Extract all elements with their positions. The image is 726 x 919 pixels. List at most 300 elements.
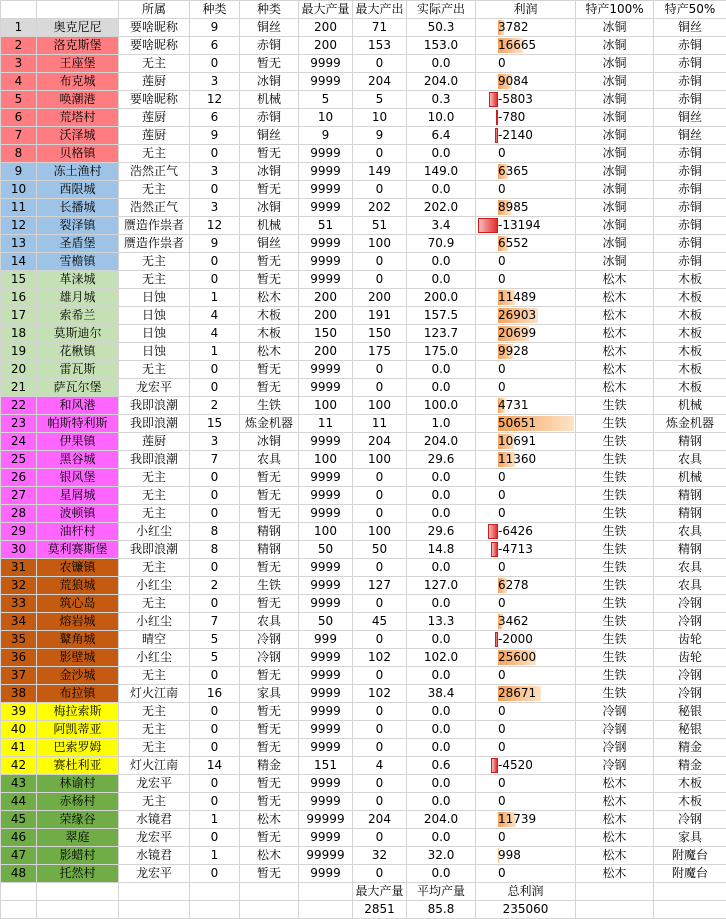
cell-actual-output[interactable]: 0.0 (407, 181, 476, 199)
cell-specialty-50[interactable]: 赤铜 (654, 235, 726, 253)
cell-actual-output[interactable]: 0.0 (407, 487, 476, 505)
cell-index[interactable]: 20 (1, 361, 37, 379)
cell-type[interactable]: 冰铜 (240, 73, 299, 91)
cell-profit[interactable] (476, 541, 576, 559)
cell-actual-output[interactable]: 204.0 (407, 73, 476, 91)
cell-index[interactable]: 45 (1, 811, 37, 829)
cell-type[interactable]: 暂无 (240, 595, 299, 613)
cell-owner[interactable]: 灯火江南 (119, 757, 190, 775)
cell-max-yield[interactable]: 9999 (299, 685, 353, 703)
cell-max-output[interactable]: 0 (353, 361, 407, 379)
cell-type[interactable]: 暂无 (240, 145, 299, 163)
footer-empty-cell[interactable] (240, 883, 299, 901)
cell-index[interactable]: 18 (1, 325, 37, 343)
cell-specialty-100[interactable]: 冷钢 (576, 721, 654, 739)
cell-type[interactable]: 暂无 (240, 703, 299, 721)
cell-specialty-100[interactable]: 生铁 (576, 631, 654, 649)
cell-city-name[interactable]: 贝格镇 (37, 145, 119, 163)
cell-max-output[interactable]: 0 (353, 595, 407, 613)
cell-specialty-50[interactable]: 农具 (654, 451, 726, 469)
cell-max-yield[interactable]: 200 (299, 343, 353, 361)
cell-profit[interactable] (476, 379, 576, 397)
cell-actual-output[interactable]: 100.0 (407, 397, 476, 415)
cell-kinds[interactable]: 7 (190, 451, 240, 469)
cell-owner[interactable]: 小红尘 (119, 613, 190, 631)
cell-profit[interactable] (476, 739, 576, 757)
cell-profit[interactable] (476, 667, 576, 685)
cell-actual-output[interactable]: 0.0 (407, 361, 476, 379)
cell-max-output[interactable]: 71 (353, 19, 407, 37)
cell-type[interactable]: 铜丝 (240, 19, 299, 37)
cell-specialty-50[interactable]: 冷钢 (654, 667, 726, 685)
header-cell-max-output[interactable]: 最大产出 (353, 1, 407, 19)
cell-max-yield[interactable]: 9999 (299, 595, 353, 613)
cell-specialty-50[interactable]: 木板 (654, 307, 726, 325)
cell-max-yield[interactable]: 9999 (299, 703, 353, 721)
cell-kinds[interactable]: 4 (190, 307, 240, 325)
cell-specialty-50[interactable]: 冷钢 (654, 685, 726, 703)
cell-profit[interactable] (476, 271, 576, 289)
cell-owner[interactable]: 无主 (119, 595, 190, 613)
cell-actual-output[interactable]: 0.0 (407, 559, 476, 577)
cell-max-yield[interactable]: 9999 (299, 775, 353, 793)
cell-kinds[interactable]: 0 (190, 793, 240, 811)
cell-city-name[interactable]: 花楸镇 (37, 343, 119, 361)
cell-index[interactable]: 3 (1, 55, 37, 73)
cell-specialty-50[interactable]: 铜丝 (654, 109, 726, 127)
cell-max-yield[interactable]: 100 (299, 397, 353, 415)
cell-index[interactable]: 22 (1, 397, 37, 415)
cell-city-name[interactable]: 巴索罗姆 (37, 739, 119, 757)
cell-kinds[interactable]: 9 (190, 19, 240, 37)
cell-city-name[interactable]: 和风港 (37, 397, 119, 415)
cell-kinds[interactable]: 3 (190, 199, 240, 217)
footer-empty-cell[interactable] (299, 883, 353, 901)
cell-city-name[interactable]: 翠庭 (37, 829, 119, 847)
cell-actual-output[interactable]: 13.3 (407, 613, 476, 631)
cell-city-name[interactable]: 洛克斯堡 (37, 37, 119, 55)
footer-value-avg-yield[interactable]: 85.8 (407, 901, 476, 919)
cell-max-output[interactable]: 204 (353, 811, 407, 829)
cell-specialty-50[interactable]: 附魔台 (654, 865, 726, 883)
cell-actual-output[interactable]: 202.0 (407, 199, 476, 217)
cell-specialty-100[interactable]: 冰铜 (576, 199, 654, 217)
cell-max-yield[interactable]: 50 (299, 613, 353, 631)
footer-empty-cell[interactable] (299, 901, 353, 919)
header-cell-index[interactable] (1, 1, 37, 19)
cell-max-output[interactable]: 100 (353, 451, 407, 469)
cell-owner[interactable]: 龙宏平 (119, 829, 190, 847)
cell-profit[interactable] (476, 649, 576, 667)
cell-profit[interactable] (476, 793, 576, 811)
cell-city-name[interactable]: 西限城 (37, 181, 119, 199)
cell-specialty-100[interactable]: 冰铜 (576, 73, 654, 91)
cell-type[interactable]: 松木 (240, 343, 299, 361)
cell-city-name[interactable]: 伊果镇 (37, 433, 119, 451)
cell-profit[interactable] (476, 361, 576, 379)
cell-owner[interactable]: 晴空 (119, 631, 190, 649)
cell-type[interactable]: 机械 (240, 91, 299, 109)
cell-specialty-100[interactable]: 冰铜 (576, 253, 654, 271)
footer-label-avg-yield[interactable]: 平均产量 (407, 883, 476, 901)
cell-kinds[interactable]: 0 (190, 721, 240, 739)
cell-index[interactable]: 11 (1, 199, 37, 217)
cell-index[interactable]: 8 (1, 145, 37, 163)
cell-max-output[interactable]: 0 (353, 703, 407, 721)
cell-type[interactable]: 冷钢 (240, 649, 299, 667)
cell-max-output[interactable]: 9 (353, 127, 407, 145)
cell-kinds[interactable]: 9 (190, 127, 240, 145)
cell-specialty-100[interactable]: 冰铜 (576, 19, 654, 37)
cell-max-output[interactable]: 10 (353, 109, 407, 127)
cell-type[interactable]: 木板 (240, 307, 299, 325)
cell-city-name[interactable]: 圣盾堡 (37, 235, 119, 253)
cell-kinds[interactable]: 3 (190, 163, 240, 181)
cell-specialty-50[interactable]: 铜丝 (654, 19, 726, 37)
cell-type[interactable]: 暂无 (240, 361, 299, 379)
cell-kinds[interactable]: 0 (190, 145, 240, 163)
cell-index[interactable]: 15 (1, 271, 37, 289)
cell-actual-output[interactable]: 29.6 (407, 523, 476, 541)
cell-actual-output[interactable]: 175.0 (407, 343, 476, 361)
cell-max-output[interactable]: 50 (353, 541, 407, 559)
cell-specialty-100[interactable]: 生铁 (576, 415, 654, 433)
footer-empty-cell[interactable] (119, 901, 190, 919)
cell-max-yield[interactable]: 9999 (299, 271, 353, 289)
cell-type[interactable]: 铜丝 (240, 235, 299, 253)
cell-profit[interactable] (476, 307, 576, 325)
cell-profit[interactable] (476, 595, 576, 613)
cell-kinds[interactable]: 7 (190, 613, 240, 631)
cell-actual-output[interactable]: 0.0 (407, 469, 476, 487)
cell-type[interactable]: 松木 (240, 811, 299, 829)
cell-owner[interactable]: 日蚀 (119, 325, 190, 343)
cell-max-output[interactable]: 204 (353, 73, 407, 91)
cell-max-yield[interactable]: 9 (299, 127, 353, 145)
cell-city-name[interactable]: 荒狼城 (37, 577, 119, 595)
cell-index[interactable]: 38 (1, 685, 37, 703)
cell-index[interactable]: 32 (1, 577, 37, 595)
cell-city-name[interactable]: 帕斯特利斯 (37, 415, 119, 433)
cell-specialty-50[interactable]: 炼金机器 (654, 415, 726, 433)
cell-index[interactable]: 33 (1, 595, 37, 613)
cell-kinds[interactable]: 0 (190, 253, 240, 271)
cell-owner[interactable]: 我即浪潮 (119, 415, 190, 433)
cell-specialty-100[interactable]: 生铁 (576, 433, 654, 451)
cell-city-name[interactable]: 影蜡村 (37, 847, 119, 865)
cell-type[interactable]: 松木 (240, 289, 299, 307)
cell-profit[interactable] (476, 145, 576, 163)
cell-type[interactable]: 暂无 (240, 253, 299, 271)
cell-type[interactable]: 暂无 (240, 181, 299, 199)
cell-max-output[interactable]: 191 (353, 307, 407, 325)
cell-owner[interactable]: 浩然正气 (119, 163, 190, 181)
cell-specialty-50[interactable]: 铜丝 (654, 127, 726, 145)
cell-type[interactable]: 农具 (240, 613, 299, 631)
cell-city-name[interactable]: 农镰镇 (37, 559, 119, 577)
footer-empty-cell[interactable] (1, 901, 37, 919)
cell-owner[interactable]: 无主 (119, 793, 190, 811)
cell-actual-output[interactable]: 0.0 (407, 667, 476, 685)
cell-city-name[interactable]: 赤杨村 (37, 793, 119, 811)
cell-max-output[interactable]: 0 (353, 667, 407, 685)
cell-kinds[interactable]: 16 (190, 685, 240, 703)
cell-actual-output[interactable]: 10.0 (407, 109, 476, 127)
cell-kinds[interactable]: 0 (190, 829, 240, 847)
cell-actual-output[interactable]: 102.0 (407, 649, 476, 667)
cell-index[interactable]: 14 (1, 253, 37, 271)
cell-type[interactable]: 冰铜 (240, 163, 299, 181)
cell-max-output[interactable]: 0 (353, 829, 407, 847)
cell-owner[interactable]: 无主 (119, 181, 190, 199)
cell-owner[interactable]: 要啥昵称 (119, 91, 190, 109)
cell-specialty-50[interactable]: 家具 (654, 829, 726, 847)
cell-index[interactable]: 1 (1, 19, 37, 37)
cell-max-yield[interactable]: 200 (299, 19, 353, 37)
cell-index[interactable]: 41 (1, 739, 37, 757)
cell-city-name[interactable]: 雷瓦斯 (37, 361, 119, 379)
cell-max-yield[interactable]: 9999 (299, 667, 353, 685)
cell-specialty-100[interactable]: 生铁 (576, 667, 654, 685)
cell-type[interactable]: 暂无 (240, 829, 299, 847)
cell-specialty-50[interactable]: 农具 (654, 523, 726, 541)
cell-kinds[interactable]: 14 (190, 757, 240, 775)
cell-specialty-50[interactable]: 机械 (654, 397, 726, 415)
cell-index[interactable]: 28 (1, 505, 37, 523)
cell-kinds[interactable]: 0 (190, 559, 240, 577)
cell-index[interactable]: 47 (1, 847, 37, 865)
cell-max-yield[interactable]: 9999 (299, 505, 353, 523)
cell-type[interactable]: 铜丝 (240, 127, 299, 145)
cell-owner[interactable]: 莲厨 (119, 127, 190, 145)
cell-kinds[interactable]: 0 (190, 505, 240, 523)
cell-kinds[interactable]: 0 (190, 379, 240, 397)
cell-profit[interactable] (476, 343, 576, 361)
cell-specialty-100[interactable]: 冰铜 (576, 217, 654, 235)
cell-owner[interactable]: 无主 (119, 253, 190, 271)
cell-specialty-100[interactable]: 冰铜 (576, 127, 654, 145)
cell-max-yield[interactable]: 100 (299, 451, 353, 469)
cell-actual-output[interactable]: 0.0 (407, 55, 476, 73)
cell-type[interactable]: 农具 (240, 451, 299, 469)
cell-owner[interactable]: 赝造作祟者 (119, 235, 190, 253)
cell-index[interactable]: 21 (1, 379, 37, 397)
cell-city-name[interactable]: 金沙城 (37, 667, 119, 685)
cell-kinds[interactable]: 3 (190, 73, 240, 91)
cell-type[interactable]: 冷钢 (240, 631, 299, 649)
cell-kinds[interactable]: 8 (190, 523, 240, 541)
cell-specialty-50[interactable]: 木板 (654, 325, 726, 343)
cell-type[interactable]: 赤铜 (240, 109, 299, 127)
cell-owner[interactable]: 无主 (119, 271, 190, 289)
cell-max-output[interactable]: 11 (353, 415, 407, 433)
cell-specialty-50[interactable]: 精钢 (654, 487, 726, 505)
cell-type[interactable]: 暂无 (240, 487, 299, 505)
cell-max-yield[interactable]: 9999 (299, 649, 353, 667)
cell-actual-output[interactable]: 127.0 (407, 577, 476, 595)
cell-kinds[interactable]: 1 (190, 847, 240, 865)
cell-city-name[interactable]: 托然村 (37, 865, 119, 883)
cell-city-name[interactable]: 冻土渔村 (37, 163, 119, 181)
cell-kinds[interactable]: 0 (190, 739, 240, 757)
cell-max-yield[interactable]: 9999 (299, 559, 353, 577)
footer-empty-cell[interactable] (576, 883, 654, 901)
cell-index[interactable]: 19 (1, 343, 37, 361)
footer-empty-cell[interactable] (37, 901, 119, 919)
cell-specialty-100[interactable]: 松木 (576, 865, 654, 883)
cell-max-output[interactable]: 0 (353, 145, 407, 163)
cell-actual-output[interactable]: 0.0 (407, 271, 476, 289)
cell-actual-output[interactable]: 157.5 (407, 307, 476, 325)
cell-profit[interactable] (476, 505, 576, 523)
cell-max-output[interactable]: 102 (353, 685, 407, 703)
cell-index[interactable]: 39 (1, 703, 37, 721)
header-cell-type[interactable]: 种类 (240, 1, 299, 19)
cell-city-name[interactable]: 唤潮港 (37, 91, 119, 109)
cell-city-name[interactable]: 雪檐镇 (37, 253, 119, 271)
cell-max-output[interactable]: 100 (353, 235, 407, 253)
cell-type[interactable]: 暂无 (240, 775, 299, 793)
header-cell-actual-output[interactable]: 实际产出 (407, 1, 476, 19)
cell-max-yield[interactable]: 9999 (299, 433, 353, 451)
cell-max-yield[interactable]: 9999 (299, 361, 353, 379)
cell-specialty-50[interactable]: 精金 (654, 739, 726, 757)
cell-city-name[interactable]: 荒塔村 (37, 109, 119, 127)
cell-type[interactable]: 松木 (240, 847, 299, 865)
cell-index[interactable]: 25 (1, 451, 37, 469)
cell-actual-output[interactable]: 0.0 (407, 631, 476, 649)
cell-actual-output[interactable]: 6.4 (407, 127, 476, 145)
footer-empty-cell[interactable] (654, 901, 726, 919)
cell-specialty-50[interactable]: 木板 (654, 379, 726, 397)
cell-owner[interactable]: 无主 (119, 469, 190, 487)
cell-index[interactable]: 12 (1, 217, 37, 235)
header-cell-profit[interactable]: 利润 (476, 1, 576, 19)
cell-owner[interactable]: 无主 (119, 667, 190, 685)
cell-specialty-100[interactable]: 冰铜 (576, 181, 654, 199)
cell-owner[interactable]: 水镜君 (119, 811, 190, 829)
cell-city-name[interactable]: 奥克尼尼 (37, 19, 119, 37)
cell-actual-output[interactable]: 0.0 (407, 829, 476, 847)
cell-city-name[interactable]: 王座堡 (37, 55, 119, 73)
cell-owner[interactable]: 我即浪潮 (119, 541, 190, 559)
cell-specialty-100[interactable]: 冰铜 (576, 91, 654, 109)
cell-max-output[interactable]: 153 (353, 37, 407, 55)
cell-kinds[interactable]: 0 (190, 181, 240, 199)
cell-owner[interactable]: 小红尘 (119, 577, 190, 595)
cell-kinds[interactable]: 1 (190, 289, 240, 307)
cell-actual-output[interactable]: 204.0 (407, 433, 476, 451)
cell-actual-output[interactable]: 1.0 (407, 415, 476, 433)
cell-profit[interactable] (476, 523, 576, 541)
cell-city-name[interactable]: 鼙角城 (37, 631, 119, 649)
cell-type[interactable]: 炼金机器 (240, 415, 299, 433)
cell-city-name[interactable]: 筑心岛 (37, 595, 119, 613)
cell-specialty-50[interactable]: 木板 (654, 775, 726, 793)
cell-max-yield[interactable]: 9999 (299, 55, 353, 73)
cell-specialty-100[interactable]: 松木 (576, 775, 654, 793)
cell-specialty-50[interactable]: 赤铜 (654, 199, 726, 217)
cell-max-yield[interactable]: 11 (299, 415, 353, 433)
cell-profit[interactable] (476, 73, 576, 91)
cell-max-output[interactable]: 150 (353, 325, 407, 343)
cell-max-yield[interactable]: 9999 (299, 577, 353, 595)
cell-specialty-100[interactable]: 冰铜 (576, 109, 654, 127)
header-cell-max-yield[interactable]: 最大产量 (299, 1, 353, 19)
cell-city-name[interactable]: 索希兰 (37, 307, 119, 325)
cell-kinds[interactable]: 0 (190, 469, 240, 487)
cell-index[interactable]: 37 (1, 667, 37, 685)
cell-owner[interactable]: 无主 (119, 721, 190, 739)
cell-type[interactable]: 精钢 (240, 523, 299, 541)
footer-empty-cell[interactable] (1, 883, 37, 901)
footer-empty-cell[interactable] (576, 901, 654, 919)
cell-max-yield[interactable]: 9999 (299, 163, 353, 181)
cell-profit[interactable] (476, 109, 576, 127)
cell-actual-output[interactable]: 0.0 (407, 379, 476, 397)
cell-max-output[interactable]: 0 (353, 559, 407, 577)
cell-max-yield[interactable]: 51 (299, 217, 353, 235)
cell-index[interactable]: 35 (1, 631, 37, 649)
cell-index[interactable]: 4 (1, 73, 37, 91)
cell-owner[interactable]: 赝造作祟者 (119, 217, 190, 235)
cell-kinds[interactable]: 6 (190, 109, 240, 127)
cell-actual-output[interactable]: 0.0 (407, 595, 476, 613)
cell-index[interactable]: 17 (1, 307, 37, 325)
cell-profit[interactable] (476, 451, 576, 469)
cell-specialty-50[interactable]: 赤铜 (654, 55, 726, 73)
cell-kinds[interactable]: 5 (190, 631, 240, 649)
cell-specialty-100[interactable]: 冰铜 (576, 55, 654, 73)
header-cell-specialty-100[interactable]: 特产100% (576, 1, 654, 19)
header-cell-specialty-50[interactable]: 特产50% (654, 1, 726, 19)
cell-kinds[interactable]: 1 (190, 343, 240, 361)
cell-index[interactable]: 27 (1, 487, 37, 505)
cell-owner[interactable]: 日蚀 (119, 343, 190, 361)
cell-max-output[interactable]: 51 (353, 217, 407, 235)
cell-type[interactable]: 精钢 (240, 541, 299, 559)
cell-max-output[interactable]: 0 (353, 721, 407, 739)
cell-owner[interactable]: 小红尘 (119, 523, 190, 541)
footer-empty-cell[interactable] (240, 901, 299, 919)
cell-type[interactable]: 暂无 (240, 721, 299, 739)
cell-owner[interactable]: 龙宏平 (119, 379, 190, 397)
cell-city-name[interactable]: 阿凯蒂亚 (37, 721, 119, 739)
cell-kinds[interactable]: 0 (190, 865, 240, 883)
cell-type[interactable]: 暂无 (240, 865, 299, 883)
header-cell-name[interactable] (37, 1, 119, 19)
cell-max-output[interactable]: 0 (353, 181, 407, 199)
footer-value-total-profit[interactable]: 235060 (476, 901, 576, 919)
cell-owner[interactable]: 无主 (119, 739, 190, 757)
cell-kinds[interactable]: 0 (190, 55, 240, 73)
cell-specialty-50[interactable]: 赤铜 (654, 253, 726, 271)
cell-max-yield[interactable]: 200 (299, 289, 353, 307)
cell-city-name[interactable]: 沃泽城 (37, 127, 119, 145)
cell-profit[interactable] (476, 811, 576, 829)
cell-index[interactable]: 30 (1, 541, 37, 559)
cell-max-yield[interactable]: 9999 (299, 721, 353, 739)
cell-city-name[interactable]: 布拉镇 (37, 685, 119, 703)
cell-max-output[interactable]: 0 (353, 631, 407, 649)
cell-max-output[interactable]: 0 (353, 253, 407, 271)
cell-specialty-100[interactable]: 冷钢 (576, 739, 654, 757)
cell-max-yield[interactable]: 9999 (299, 199, 353, 217)
cell-profit[interactable] (476, 559, 576, 577)
cell-type[interactable]: 暂无 (240, 505, 299, 523)
cell-owner[interactable]: 无主 (119, 145, 190, 163)
cell-max-yield[interactable]: 9999 (299, 829, 353, 847)
